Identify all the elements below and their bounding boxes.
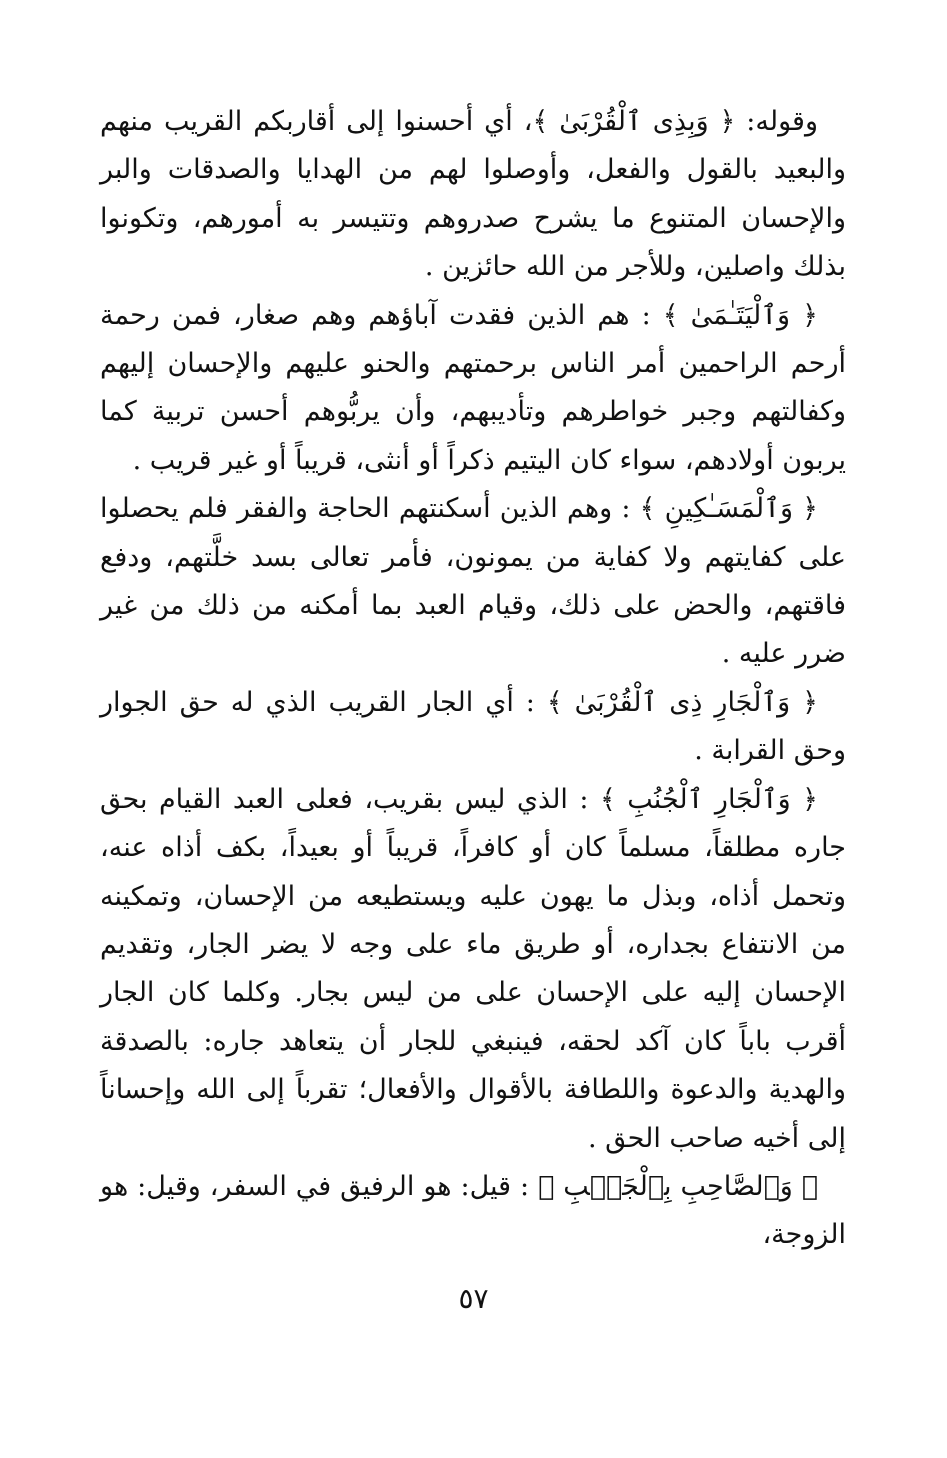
paragraph-as-sahib-bil-janb: ﴿ وَٱلصَّاحِبِ بِٱلْجَنۢبِ ﴾ : قيل: هو الرفيق في السفر، وقيل: هو الزوجة، bbox=[100, 1170, 846, 1251]
paragraph-al-yatama: ﴿ وَٱلْيَتَـٰمَىٰ ﴾ : هم الذين فقدت آباؤهم وهم صغار، فمن رحمة أرحم الراحمين أمر الناس برحمتهم والحنو عليهم والإحسان إليهم وكفالتهم وجبر خواطرهم وتأديبهم، وأن يربُّوهم أحسن تربية كما يربون أولادهم، سواء كان اليتيم ذكراً أو أنثى، قريباً أو غير قريب . bbox=[100, 299, 846, 476]
page-number: ٥٧ bbox=[458, 1282, 489, 1315]
paragraph-al-jar-al-junub: ﴿ وَٱلْجَارِ ٱلْجُنُبِ ﴾ : الذي ليس بقريب، فعلى العبد القيام بحق جاره مطلقاً، مسلماً كان أو كافراً، قريباً أو بعيداً، بكف أذاه عنه، وتحمل أذاه، وبذل ما يهون عليه ويستطيعه من الإحسان، وتمكينه من الانتفاع بجداره، أو طريق ماء على وجه لا يضر الجار، وتقديم الإحسان إليه على الإحسان على من ليس بجار. وكلما كان الجار أقرب باباً كان آكد لحقه، فينبغي للجار أن يتعاهد جاره: بالصدقة والهدية والدعوة واللطافة بالأقوال والأفعال؛ تقرباً إلى الله وإحساناً إلى أخيه صاحب الحق . bbox=[100, 783, 846, 1154]
paragraph-wa-bidhil-qurba: وقوله: ﴿ وَبِذِى ٱلْقُرْبَىٰ ﴾، أي أحسنوا إلى أقاربكم القريب منهم والبعيد بالقول والفعل، وأوصلوا لهم من الهدايا والصدقات والبر والإحسان المتنوع ما يشرح صدروهم وتتيسر به أمورهم، وتكونوا بذلك واصلين، وللأجر من الله حائزين . bbox=[100, 106, 846, 283]
body-text bbox=[100, 98, 846, 1260]
paragraph-al-jar-dhil-qurba: ﴿ وَٱلْجَارِ ذِى ٱلْقُرْبَىٰ ﴾ : أي الجار القريب الذي له حق الجوار وحق القرابة . bbox=[100, 686, 846, 767]
paragraph-al-masakin: ﴿ وَٱلْمَسَـٰكِينِ ﴾ : وهم الذين أسكنتهم الحاجة والفقر فلم يحصلوا على كفايتهم ولا كفاية من يمونون، فأمر تعالى بسد خلَّتهم، ودفع فاقتهم، والحض على ذلك، وقيام العبد بما أمكنه من ذلك من غير ضرر عليه . bbox=[100, 493, 846, 670]
